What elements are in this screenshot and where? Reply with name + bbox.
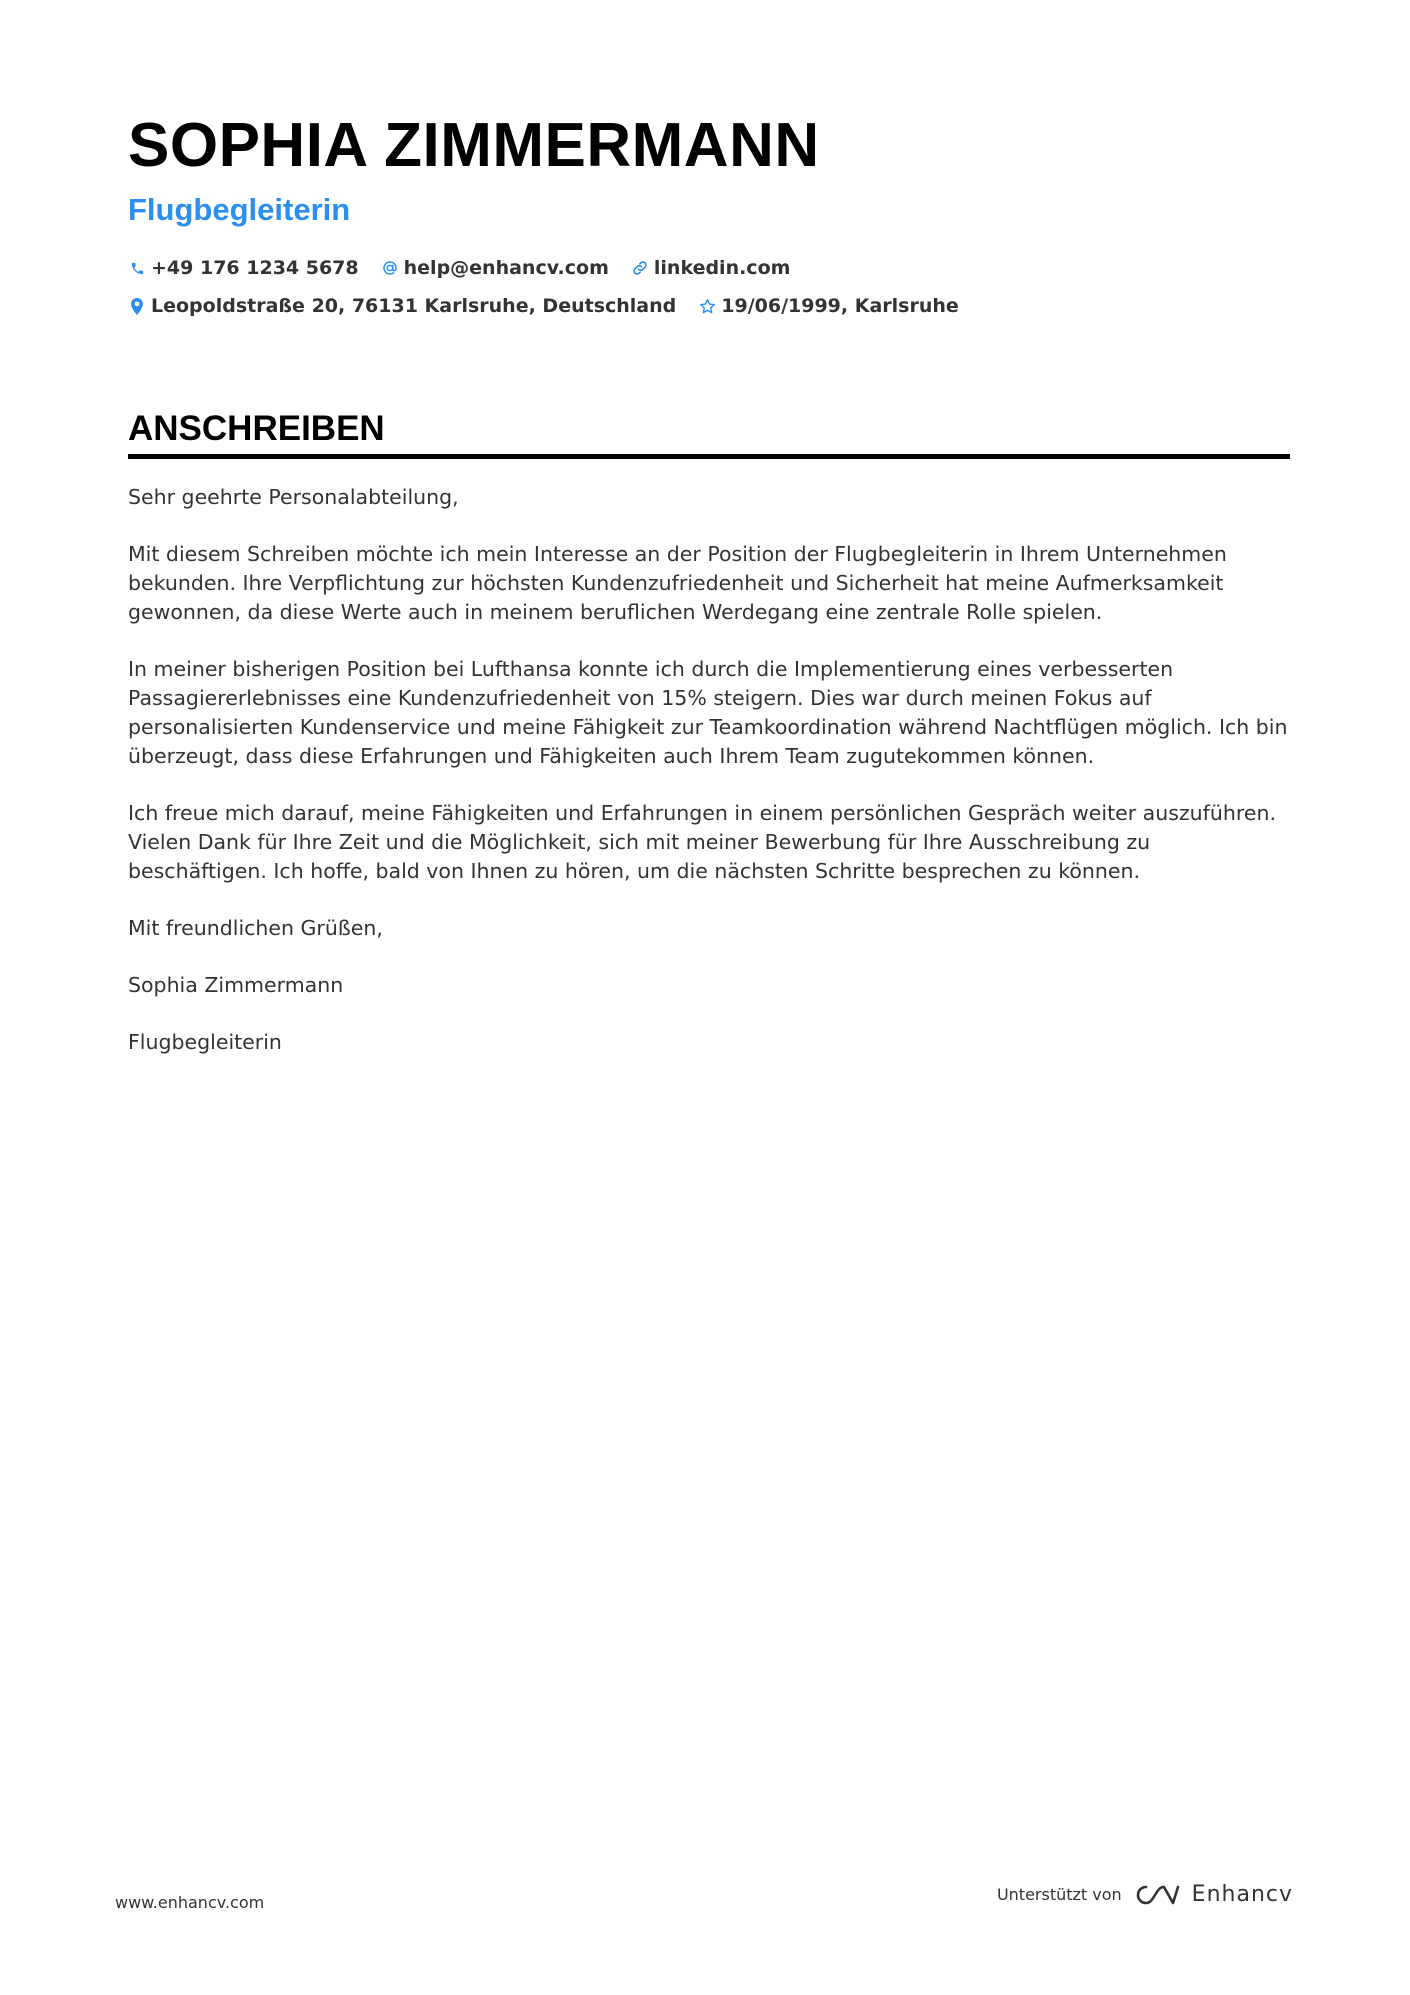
contact-address — [128, 294, 676, 318]
location-pin-icon — [128, 297, 146, 315]
contact-address-text: Leopoldstraße 20, 76131 Karlsruhe, Deutschland — [151, 295, 677, 317]
signature-name: Sophia Zimmermann — [128, 973, 344, 997]
candidate-name: SOPHIA ZIMMERMANN — [128, 111, 820, 180]
contact-birth-text: 19/06/1999, Karlsruhe — [721, 295, 959, 317]
contact-linkedin-text: linkedin.com — [653, 257, 791, 279]
contact-email[interactable] — [381, 256, 609, 280]
contact-phone — [128, 256, 359, 280]
letter-body — [128, 483, 1290, 1057]
resume-header — [128, 108, 1290, 318]
powered-by-text: Unterstützt von — [996, 1885, 1122, 1904]
enhancv-logo-icon — [1134, 1882, 1180, 1908]
letter-salutation: Sehr geehrte Personalabteilung, — [128, 485, 459, 509]
link-icon — [631, 259, 649, 277]
at-icon — [381, 259, 399, 277]
section-title: ANSCHREIBEN — [128, 408, 1290, 459]
contact-birth — [698, 294, 959, 318]
letter-closing: Mit freundlichen Grüßen, — [128, 916, 383, 940]
contact-linkedin[interactable] — [631, 256, 791, 280]
candidate-role: Flugbegleiterin — [128, 192, 351, 227]
signature-role: Flugbegleiterin — [128, 1030, 282, 1054]
brand-name: Enhancv — [1191, 1882, 1293, 1907]
cover-letter-section — [128, 408, 1290, 1085]
phone-icon — [128, 259, 146, 277]
star-icon — [698, 297, 716, 315]
footer-branding — [997, 1882, 1293, 1908]
footer-website[interactable]: www.enhancv.com — [115, 1893, 265, 1912]
letter-paragraph: In meiner bisherigen Position bei Lufthansa konnte ich durch die Implementierung eines verbesserten Passagiererlebnisses eine Kundenzufriedenheit von 15% steigern. Dies war durch meinen Fokus auf personalisierten Kundenservice und meine Fähigkeit zur Teamkoordination während Nachtflügen möglich. Ich bin überzeugt, dass diese Erfahrungen und Fähigkeiten auch Ihrem Team zugutekommen können. — [128, 657, 1288, 768]
contact-info — [128, 256, 1290, 318]
letter-paragraph: Ich freue mich darauf, meine Fähigkeiten und Erfahrungen in einem persönlichen Gespräch weiter auszuführen. Vielen Dank für Ihre Zeit und die Möglichkeit, sich mit meiner Bewerbung für Ihre Ausschreibung zu beschäftigen. Ich hoffe, bald von Ihnen zu hören, um die nächsten Schritte besprechen zu können. — [128, 801, 1276, 883]
letter-paragraph: Mit diesem Schreiben möchte ich mein Interesse an der Position der Flugbegleiterin in Ihrem Unternehmen bekunden. Ihre Verpflichtung zur höchsten Kundenzufriedenheit und Sicherheit hat meine Aufmerksamkeit gewonnen, da diese Werte auch in meinem beruflichen Werdegang eine zentrale Rolle spielen. — [128, 542, 1227, 624]
contact-email-text: help@enhancv.com — [403, 257, 609, 279]
contact-phone-text: +49 176 1234 5678 — [151, 257, 359, 279]
